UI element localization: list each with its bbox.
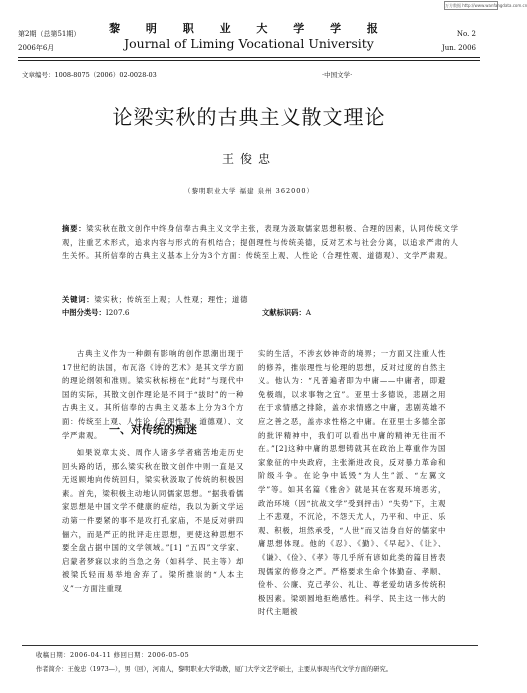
abstract-label: 摘要： xyxy=(62,224,87,233)
article-category: ·中国文学· xyxy=(322,71,353,79)
footnote-rule xyxy=(22,645,478,646)
keywords-text: 梁实秋；传统至上观；人性观；理性；道德 xyxy=(94,295,249,304)
header-rule-thin xyxy=(18,60,480,61)
journal-title-cn: 黎 明 职 业 大 学 学 报 xyxy=(109,22,389,35)
author-affiliation: （黎明职业大学 福建 泉州 362000） xyxy=(183,187,314,195)
body-paragraph: 如果说章太炎、周作人诸多学者痛苦地走历史回头路的话，那么梁实秋在散文创作中则一直是又无返顾地向传统回归，梁实秋汲取了传统的积极因素。首先，梁积极主动地认同儒家思想。“据我看儒家思想是中国文学不健康的症结，我以为新文学运动第一件要紧的事不是攻打孔家庙，不是反对骈四俪六，而是严正的批评走庄思想，更使这种思想不要全盘占据中国的文学领域。”[1] “五四”文学家、启蒙者梦寐以求的当急之务（如科学、民主等）却被梁氏轻而易举地舍弃了。梁所推崇的“人本主义”一方面注重现 xyxy=(62,448,244,593)
keywords xyxy=(62,295,248,305)
document-code-value: A xyxy=(305,308,312,317)
intro-paragraph: 古典主义作为一种颇有影响的创作思潮出现于17世纪的法国，布瓦洛《诗的艺术》是其文学方面的理论纲领和准则。梁实秋标榜在“此时”与现代中国的实际，其散文创作理论是不同于“拔时”的一种古典主义。其所信奉的古典主义基本上分为3个方面：传统至上观、人性论（合理性观、道德观）、文学严肃观。 xyxy=(62,349,244,440)
article-author: 王俊忠 xyxy=(221,152,276,166)
header-rule-thick xyxy=(18,57,480,58)
footnote-received: 收稿日期：2006-04-11 修回日期：2006-05-05 xyxy=(36,652,190,659)
issue-date: 2006年6月 xyxy=(18,44,55,52)
journal-month: Jun. 2006 xyxy=(441,44,476,52)
article-title: 论梁实秋的古典主义散文理论 xyxy=(112,105,386,129)
abstract xyxy=(62,222,462,263)
body-paragraph-continued: 实的生活，不涉玄妙神奇的境界；一方面又注重人性的修养，推崇理性与伦理的思想，反对过度的自然主义。他认为：“凡普遍者即为中庸——中庸者，即避免极端，以求事物之宜”。亚里士多德说，悲剧之用在于求情感之排除，盖亦求情感之中庸，悲剧英雄不应之善之恶，盖亦求性格之中庸。在亚里士多德全部的批评精神中，我们可以看出中庸的精神无往而不在。”[2]这种中庸的思想铸就其在政治上尊重作为国家象征的中央政府，主张渐进改良，反对暴力革命和阶级斗争。在论争中诋毁“为人生”派、“左翼文学”等。如其名篇《雅舍》就是其在客观环境恶劣，政治环境（因“抗战文学”受到抨击）“失势”下，主观上不悲观，不沉沦，不怨天尤人，乃平和、中正、乐观、积极，坦然承受，“人世”而又洁身自好的儒家中庸思想体现。他的《忍》、《勤》、《早起》、《让》、《谦》、《俭》、《孝》等几乎所有谚如此类的篇目皆表现儒家的修身之严。严格要求生命个体勤奋、孝顺、俭朴、公廉、克己孝公、礼让、尊老爱幼诸多传统积极因素。梁颂圆地拒绝感性。科学、民主这一伟大的时代主题被 xyxy=(258,349,446,617)
footnote-author: 作者简介：王俊忠（1973—），男（回），河南人，黎明职业大学助教，厦门大学文艺学硕士，主要从事现当代文学方面的研究。 xyxy=(36,666,393,673)
left-column-body xyxy=(62,446,244,596)
classification-number: I207.6 xyxy=(105,308,130,317)
header-right xyxy=(442,27,476,55)
right-column-body xyxy=(258,347,446,619)
article-number: 文章编号：1008-8075（2006）02-0028-03 xyxy=(22,71,157,79)
abstract-text: 梁实秋在散文创作中终身信奉古典主义文学主张，表现为汲取儒家思想积极、合理的因素，认同传统文学观，注重艺术形式，追求内容与形式的有机结合；提倡理性与传统美德，反对艺术与社会分离，以追求严肃的人生关怀。其所信奉的古典主义基本上分为3个方面：传统至上观、人性论（合理性观、道德观）、文学严肃观。 xyxy=(62,224,459,260)
classification-label: 中图分类号： xyxy=(62,308,106,317)
watermark-stamp: 万方数据 http://www.wanfangdata.com.cn xyxy=(445,3,527,8)
classification xyxy=(62,308,130,318)
document-code xyxy=(262,308,311,318)
keywords-label: 关键词： xyxy=(62,295,95,304)
document-code-label: 文献标识码： xyxy=(262,308,306,317)
journal-title-en: Journal of Liming Vocational University xyxy=(124,36,374,51)
issue-number: 第2期（总第51期） xyxy=(18,30,81,38)
journal-no: No. 2 xyxy=(456,30,476,38)
section-heading: 一、对传统的痴迷 xyxy=(109,423,197,436)
